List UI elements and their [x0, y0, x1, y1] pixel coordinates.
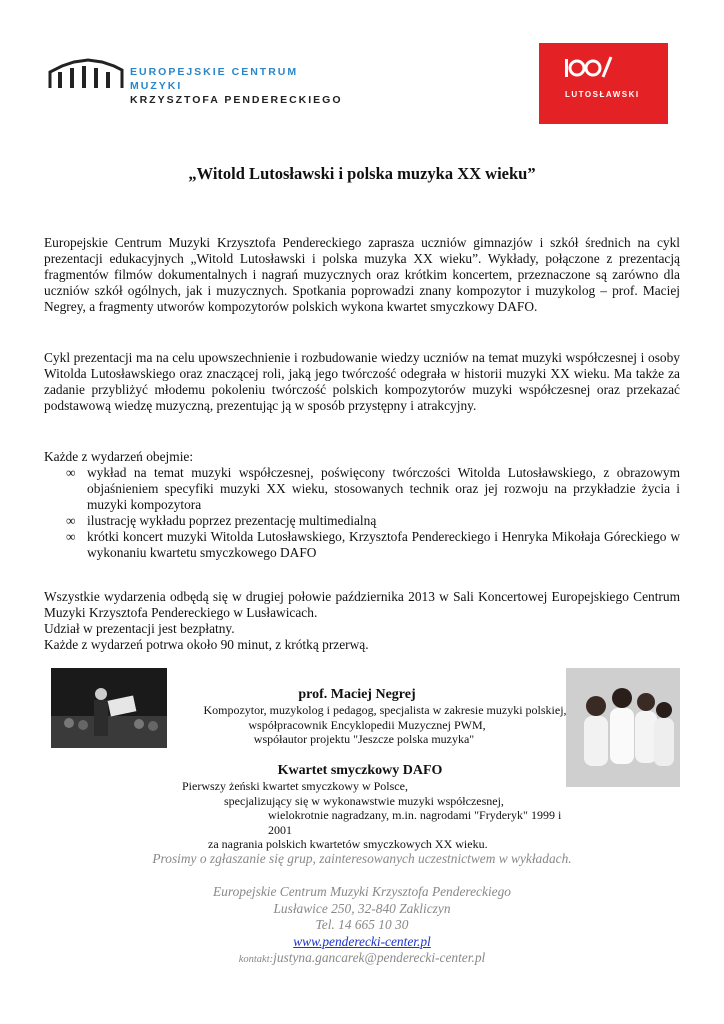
dafo-desc-line1: Pierwszy żeński kwartet smyczkowy w Polsce,: [182, 779, 408, 793]
ecm-logo: [48, 58, 348, 106]
group-invite-text: Prosimy o zgłaszanie się grup, zainteresowanych uczestnictwem w wykładach.: [152, 851, 572, 866]
page-title: „Witold Lutosławski i polska muzyka XX wieku”: [188, 164, 536, 183]
duration-text: Każde z wydarzeń potrwa około 90 minut, z krótką przerwą.: [44, 637, 369, 652]
events-list: [44, 465, 680, 561]
address-street: Lusławice 250, 32-840 Zakliczyn: [273, 900, 451, 916]
free-entry-text: Udział w prezentacji jest bezpłatny.: [44, 621, 235, 636]
dafo-name: Kwartet smyczkowy DAFO: [277, 763, 443, 778]
dafo-desc-line3: wielokrotnie nagradzany, m.in. nagrodami "Fryderyk" 1999 i 2001: [268, 808, 562, 837]
list-intro: Każde z wydarzeń obejmie:: [44, 449, 194, 464]
negrey-bio: [160, 686, 580, 747]
ecm-logo-icon: [48, 58, 124, 94]
contact-email[interactable]: justyna.gancarek@penderecki-center.pl: [273, 950, 486, 965]
dafo-desc-line2: specjalizujący się w wykonawstwie muzyki współczesnej,: [224, 793, 504, 808]
dafo-bio: [150, 762, 570, 852]
list-item-text: ilustrację wykładu poprzez prezentację multimedialną: [87, 513, 377, 528]
dafo-desc-line4: za nagrania polskich kwartetów smyczkowych XX wieku.: [208, 837, 488, 851]
infinity-bullet-icon: ∞: [66, 465, 76, 480]
lutoslawski-label: LUTOSŁAWSKI: [565, 90, 640, 99]
website-link[interactable]: www.penderecki-center.pl: [293, 933, 431, 949]
address-org: Europejskie Centrum Muzyki Krzysztofa Pendereckiego: [213, 884, 511, 899]
list-item: [44, 513, 680, 529]
address-block: [0, 884, 724, 969]
ecm-logo-line1: EUROPEJSKIE CENTRUM MUZYKI: [130, 66, 299, 92]
infinity-bullet-icon: ∞: [66, 513, 76, 528]
negrey-desc-line1: Kompozytor, muzykolog i pedagog, specjalista w zakresie muzyki polskiej,: [203, 703, 567, 717]
list-item: [44, 465, 680, 513]
schedule-paragraph: Wszystkie wydarzenia odbędą się w drugiej połowie października 2013 w Sali Koncertowej Europejskiego Centrum Muzyki Krzysztofa Pendereckiego w Lusławicach.: [44, 589, 680, 620]
address-phone: Tel. 14 665 10 30: [315, 917, 409, 932]
list-item-text: krótki koncert muzyki Witolda Lutosławskiego, Krzysztofa Pendereckiego i Henryka Mikołaja Góreckiego w wykonaniu kwartetu smyczkowego DAFO: [87, 529, 680, 560]
negrey-name: prof. Maciej Negrej: [298, 687, 416, 702]
lutoslawski-100-icon: [563, 51, 623, 91]
aim-paragraph: Cykl prezentacji ma na celu upowszechnienie i rozbudowanie wiedzy uczniów na temat muzyki współczesnej i osoby Witolda Lutosławskiego oraz znaczącej roli, jaką jego twórczość odegrała w historii muzyki XX wieku. Ma także za zadanie przybliżyć młodemu pokoleniu twórczość polskich kompozytorów muzyki współczesnej oraz przekazać podstawową wiedzę muzyczną, prezentując ją w sposób przystępny i atrakcyjny.: [44, 350, 680, 413]
intro-paragraph: Europejskie Centrum Muzyki Krzysztofa Pendereckiego zaprasza uczniów gimnazjów i szkół średnich na cykl prezentacji edukacyjnych „Witold Lutosławski i polska muzyka XX wieku”. Wykłady, połączone z prezentacją fragmentów filmów dokumentalnych i nagrań muzycznych oraz krótkim koncertem, przeznaczone są zarówno dla uczniów szkół ogólnych, jak i muzycznych. Spotkania poprowadzi znany kompozytor i muzykolog – prof. Maciej Negrey, a fragmenty utworów kompozytorów polskich wykona kwartet smyczkowy DAFO.: [44, 235, 680, 314]
lutoslawski-logo: [539, 43, 668, 124]
ecm-logo-line2: KRZYSZTOFA PENDERECKIEGO: [130, 94, 343, 106]
dafo-photo: [566, 668, 680, 787]
negrey-desc-line2: współpracownik Encyklopedii Muzycznej PWM,: [248, 717, 486, 732]
list-item: [44, 529, 680, 561]
negrey-desc-line3: współautor projektu "Jeszcze polska muzyka": [253, 732, 475, 746]
contact-label: kontakt:: [238, 954, 274, 965]
infinity-bullet-icon: ∞: [66, 529, 76, 544]
contact-line: [0, 950, 724, 969]
list-item-text: wykład na temat muzyki współczesnej, poświęcony twórczości Witolda Lutosławskiego, z obrazowym objaśnieniem specyfiki muzyki XX wieku, stosowanych technik oraz jej rozwoju na przykładzie życia i muzyki kompozytora: [87, 465, 680, 512]
